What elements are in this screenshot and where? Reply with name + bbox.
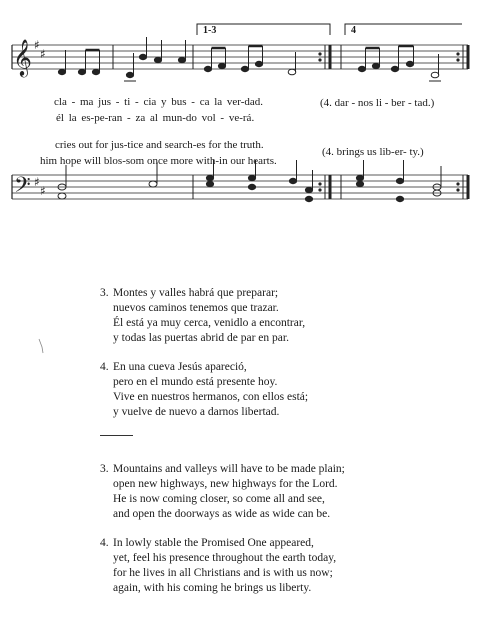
treble-clef: 𝄞 bbox=[13, 38, 32, 76]
verse-line: yet, feel his presence throughout the earth today, bbox=[113, 552, 337, 564]
verse-line: again, with his coming he brings us liberty. bbox=[113, 582, 312, 594]
ending-label-2: 4 bbox=[351, 25, 356, 36]
verse-line: y todas las puertas abrid de par en par. bbox=[113, 332, 289, 344]
verse-line: and open the doorways as wide as wide can be. bbox=[113, 508, 331, 520]
verse-line: Mountains and valleys will have to be made plain; bbox=[113, 463, 345, 475]
verse-es-4 bbox=[100, 360, 308, 420]
verse-line: y vuelve de nuevo a darnos libertad. bbox=[113, 406, 280, 418]
verse-line: En una cueva Jesús apareció, bbox=[113, 361, 247, 373]
verse-line: Vive en nuestros hermanos, con ellos está; bbox=[113, 391, 309, 403]
verse-line: nuevos caminos tenemos que trazar. bbox=[113, 302, 279, 314]
lyrics-spanish-alt-ending: (4. dar - nos li - ber - tad.) bbox=[320, 97, 435, 109]
svg-text:♯: ♯ bbox=[40, 47, 46, 61]
svg-text:♯: ♯ bbox=[40, 184, 46, 198]
lyrics-english-line-1: cries out for jus-tice and search-es for the truth. bbox=[55, 139, 264, 151]
verse-number: 3. bbox=[100, 463, 109, 475]
verse-line: He is now coming closer, so come all and see, bbox=[113, 493, 325, 505]
lyrics-spanish-line-2: él la es-pe-ran - za al mun-do vol - ve-rá. bbox=[56, 112, 255, 124]
key-signature-treble bbox=[34, 38, 46, 61]
verse-line: Montes y valles habrá que preparar; bbox=[113, 287, 279, 299]
verse-es-3 bbox=[100, 286, 305, 346]
bass-clef: 𝄢 bbox=[14, 173, 31, 203]
verse-line: In lowly stable the Promised One appeared, bbox=[113, 537, 314, 549]
verse-number: 4. bbox=[100, 361, 109, 373]
verse-en-3 bbox=[100, 462, 345, 522]
svg-text:♯: ♯ bbox=[34, 38, 40, 52]
svg-text:♯: ♯ bbox=[34, 175, 40, 189]
stray-mark bbox=[38, 338, 44, 354]
verse-en-4 bbox=[100, 536, 336, 596]
key-signature-bass bbox=[34, 175, 46, 198]
verse-line: Él está ya muy cerca, venidlo a encontrar, bbox=[113, 317, 306, 329]
ending-label-1: 1-3 bbox=[203, 25, 217, 36]
treble-notes bbox=[58, 37, 441, 81]
verse-line: for he lives in all Christians and is with us now; bbox=[113, 567, 333, 579]
treble-staff bbox=[12, 45, 468, 69]
lyrics-english-alt-ending: (4. brings us lib-er- ty.) bbox=[322, 146, 424, 158]
lyrics-english-line-2: him hope will blos-som once more with-in our hearts. bbox=[40, 155, 277, 167]
ending-brackets bbox=[197, 24, 462, 35]
lyrics-spanish-line-1: cla - ma jus - ti - cia y bus - ca la ver-dad. bbox=[54, 96, 264, 108]
verse-line: open new highways, new highways for the Lord. bbox=[113, 478, 338, 490]
verse-number: 4. bbox=[100, 537, 109, 549]
verse-number: 3. bbox=[100, 287, 109, 299]
verse-line: pero en el mundo está presente hoy. bbox=[113, 376, 278, 388]
section-divider bbox=[100, 435, 133, 436]
